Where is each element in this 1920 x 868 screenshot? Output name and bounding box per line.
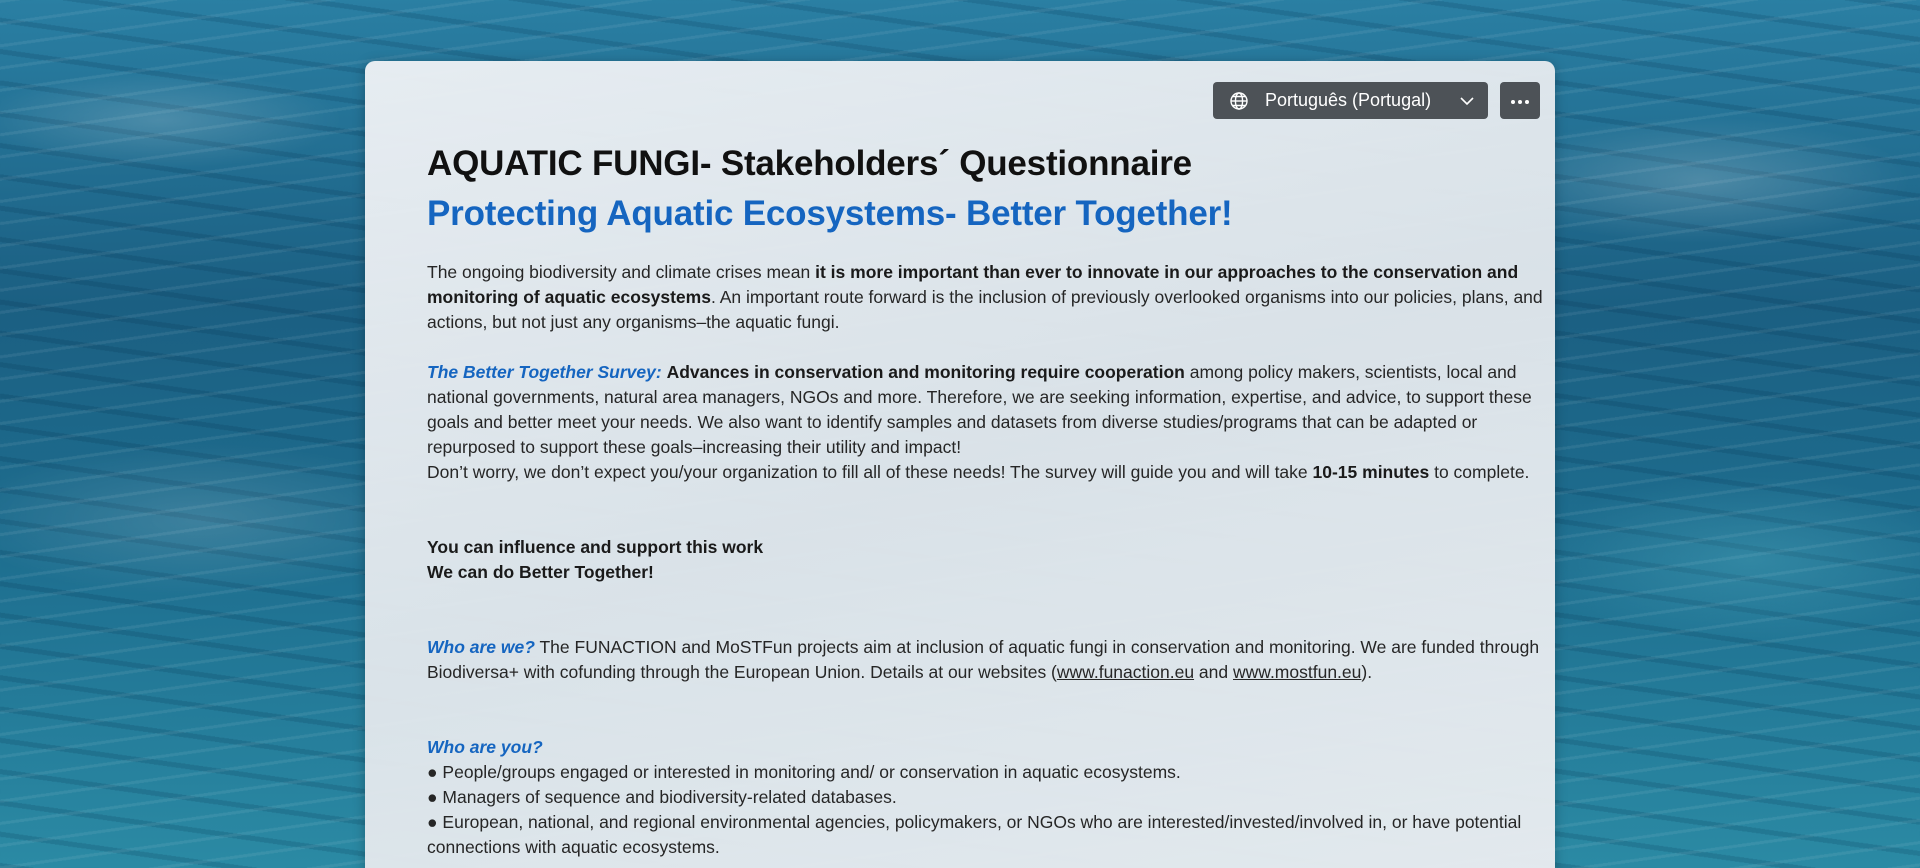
more-options-button[interactable]: [1500, 82, 1540, 119]
mostfun-link[interactable]: www.mostfun.eu: [1233, 662, 1362, 682]
survey-text: among policy makers, scientists, local and national governments, natural area managers, NGOs and more. Therefore, we are seeking information, expertise, and advice, to support these goals and better meet your needs. We also want to identify samples and datasets from diverse studies/programs that can be adapted or repurposed to support these goals–increasing their utility and impact!: [427, 362, 1532, 457]
intro-bold: it is more important than ever to innovate in our approaches to the conservation and monitoring of aquatic ecosystems: [427, 262, 1519, 307]
survey-time-text-1: Don’t worry, we don’t expect you/your organization to fill all of these needs! The survey will guide you and will take: [427, 462, 1313, 482]
influence-paragraph: [427, 535, 1547, 585]
influence-line-2: We can do Better Together!: [427, 562, 654, 582]
survey-heading: The Better Together Survey:: [427, 362, 662, 382]
intro-text-1: The ongoing biodiversity and climate crises mean: [427, 262, 816, 282]
more-options-icon: [1510, 92, 1530, 110]
who-are-we-paragraph: [427, 635, 1547, 685]
card-toolbar: [1213, 82, 1540, 119]
chevron-down-icon: [1458, 92, 1476, 110]
audience-item: ● People/groups engaged or interested in monitoring and/ or conservation in aquatic ecosystems.: [427, 762, 1181, 782]
audience-item: ● Managers of sequence and biodiversity-related databases.: [427, 787, 897, 807]
language-select[interactable]: [1213, 82, 1488, 119]
form-card: [365, 61, 1555, 868]
survey-time-bold: 10-15 minutes: [1312, 462, 1430, 482]
who-are-we-heading: Who are we?: [427, 637, 535, 657]
intro-text-2: . An important route forward is the inclusion of previously overlooked organisms into our policies, plans, and actions, but not just any organisms–the aquatic fungi.: [427, 287, 1543, 332]
who-are-we-text: The FUNACTION and MoSTFun projects aim at inclusion of aquatic fungi in conservation and monitoring. We are funded through Biodiversa+ with cofunding through the European Union. Details at our websites (: [427, 637, 1540, 682]
survey-time-text-2: to complete.: [1429, 462, 1530, 482]
form-description: [427, 141, 1547, 860]
who-are-you-paragraph: [427, 735, 1547, 860]
who-are-you-heading: Who are you?: [427, 737, 543, 757]
who-are-we-end: ).: [1361, 662, 1373, 682]
audience-item: ● European, national, and regional environmental agencies, policymakers, or NGOs who are interested/invested/involved in, or have potential connections with aquatic ecosystems.: [427, 812, 1522, 857]
influence-line-1: You can influence and support this work: [427, 537, 764, 557]
link-separator: and: [1194, 662, 1233, 682]
intro-paragraph: [427, 260, 1547, 335]
survey-paragraph: [427, 360, 1547, 485]
funaction-link[interactable]: www.funaction.eu: [1056, 662, 1195, 682]
globe-icon: [1229, 91, 1249, 111]
form-subtitle: Protecting Aquatic Ecosystems- Better Together!: [427, 194, 1233, 233]
survey-bold: Advances in conservation and monitoring require cooperation: [666, 362, 1185, 382]
form-title: AQUATIC FUNGI- Stakeholders´ Questionnaire: [427, 144, 1192, 183]
language-label: Português (Portugal): [1265, 90, 1432, 110]
